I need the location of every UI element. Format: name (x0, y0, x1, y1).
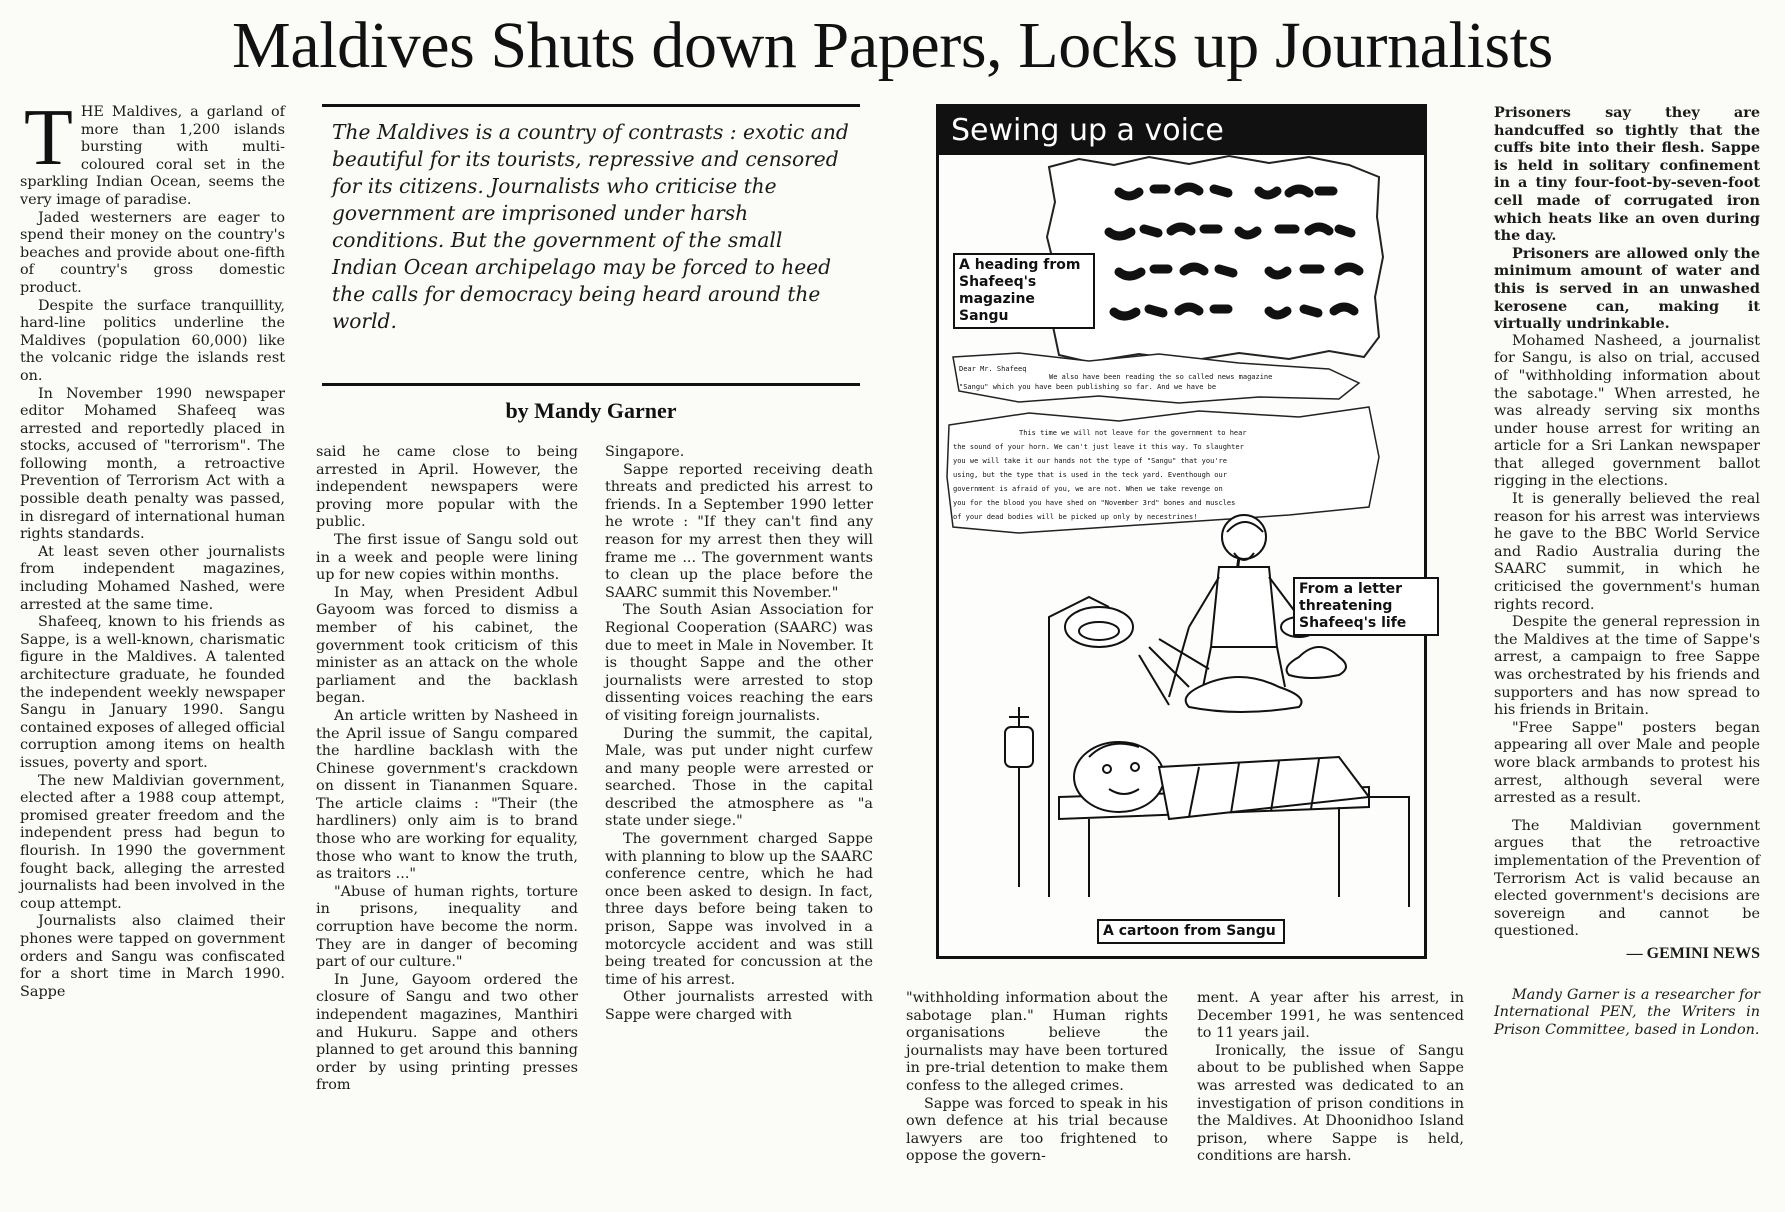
svg-text:government is afraid of you, w: government is afraid of you, we are not. When we take revenge on (953, 485, 1223, 493)
article-column-5 (1197, 990, 1464, 1166)
paragraph: Other journalists arrested with Sappe were charged with (605, 989, 873, 1023)
feature-title: Sewing up a voice (939, 107, 1424, 155)
headline: Maldives Shuts down Papers, Locks up Journalists (232, 9, 1553, 82)
drop-cap: T (24, 94, 73, 182)
paragraph: Shafeeq, known to his friends as Sappe, is a well-known, charismatic figure in the Maldives. A talented architecture graduate, he founded the independent weekly newspaper Sangu in January 1990. Sangu contained exposes of alleged official corruption among items on health issues, poverty and sport. (20, 614, 285, 771)
paragraph: ment. A year after his arrest, in December 1991, he was sentenced to 11 years jail. (1197, 990, 1464, 1042)
paragraph: At least seven other journalists from independent magazines, including Mohamed Nashed, were arrested at the same time. (20, 543, 285, 613)
paragraph: Jaded westerners are eager to spend their money on the country's beaches and provide about one-fifth of country's gross domestic product. (20, 209, 285, 296)
article-column-3 (605, 444, 873, 1025)
paragraph: Despite the general repression in the Maldives at the time of Sappe's arrest, a campaign to free Sappe was orchestrated by his friends and supporters and has now spread to his friends in Britain. (1494, 614, 1760, 719)
paragraph: "Abuse of human rights, torture in prisons, inequality and corruption have become the norm. They are in danger of becoming part of our culture." (316, 883, 578, 971)
letter-line: Dear Mr. Shafeeq (959, 365, 1027, 373)
paragraph: said he came close to being arrested in April. However, the independent newspapers were proving more popular with the public. (316, 444, 578, 531)
paragraph: Singapore. (605, 444, 685, 460)
pull-quote-text: The Maldives is a country of contrasts : exotic and beautiful for its tourists, repressive and censored for its citizens. Journalists who criticise the government are imprisoned under harsh conditions. But the government of the small Indian Ocean archipelago may be forced to heed the calls for democracy being heard around the world. (332, 120, 849, 333)
caption-letter: From a letter threatening Shafeeq's life (1293, 577, 1439, 636)
caption-heading: A heading from Shafeeq's magazine Sangu (953, 253, 1095, 329)
cartoon-operating-table (1005, 515, 1409, 907)
paragraph: The South Asian Association for Regional Cooperation (SAARC) was due to meet in Male in November. It is thought Sappe and the other journalists were arrested to stop dissenting voices reaching the ears of visiting foreign journalists. (605, 602, 873, 724)
paragraph: The Maldivian government argues that the retroactive implementation of the Prevention of Terrorism Act is valid because an elected government's decisions are sovereign and cannot be questioned. (1494, 817, 1760, 940)
paragraph: In November 1990 newspaper editor Mohamed Shafeeq was arrested and reportedly placed in stocks, accused of "terrorism". The following month, a retroactive Prevention of Terrorism Act with a possible death penalty was passed, in disregard of international human rights standards. (20, 385, 285, 543)
svg-text:you we will take it our hands: you we will take it our hands not the type of "Sangu" that you're (953, 457, 1227, 465)
feature-illustrations (939, 107, 1424, 956)
paragraph: In June, Gayoom ordered the closure of Sangu and two other independent magazines, Manthiri and Hukuru. Sappe and others planned to get around this banning order by using printing presses from (316, 971, 578, 1094)
paragraph: Mohamed Nasheed, a journalist for Sangu, is also on trial, accused of "withholding information about the sabotage." When arrested, he was already serving six months under house arrest for writing an article for a Sri Lankan newspaper that alleged government ballot rigging in the elections. (1494, 332, 1760, 490)
sign-off: — GEMINI NEWS (1626, 944, 1760, 962)
svg-text:you for the blood you have she: you for the blood you have shed on "November 3rd" bones and muscles (953, 499, 1236, 507)
letter-line: We also have been reading the so called news magazine (1049, 373, 1273, 381)
paragraph: It is generally believed the real reason for his arrest was interviews he gave to the BBC World Service and Radio Australia during the SAARC summit, in which he criticised the government's human rights record. (1494, 491, 1760, 613)
paragraph: During the summit, the capital, Male, was put under night curfew and many people were arrested or searched. Those in the capital described the atmosphere as "a state under siege." (605, 725, 873, 830)
paragraph: THE Maldives, a garland of more than 1,200 islands bursting with multi-coloured coral set in the sparkling Indian Ocean, seems the very image of paradise. (20, 94, 285, 208)
article-column-1 (20, 94, 285, 1001)
author-note: Mandy Garner is a researcher for International PEN, the Writers in Prison Committee, based in London. (1494, 986, 1760, 1038)
paragraph: In May, when President Adbul Gayoom was forced to dismiss a member of his cabinet, the government took criticism of this minister as an attack on the whole parliament and the backlash began. (316, 584, 578, 707)
paragraph: The first issue of Sangu sold out in a week and people were lining up for new copies within months. (316, 531, 578, 584)
svg-text:of your dead bodies will be pi: of your dead bodies will be picked up only by necestrines! (953, 513, 1198, 521)
byline: by Mandy Garner (505, 398, 677, 423)
article-column-2 (316, 444, 578, 1095)
sidebar-feature-box (936, 104, 1427, 959)
paragraph: "Free Sappe" posters began appearing all over Male and people wore black armbands to protest his arrest, although several were arrested as a result. (1494, 719, 1760, 807)
svg-text:This time we will not leave fo: This time we will not leave for the government to hear (1019, 429, 1247, 437)
letter-line: "Sangu" which you have been publishing so far. And we have be (959, 383, 1217, 391)
paragraph: Ironically, the issue of Sangu about to be published when Sappe was arrested was dedicated to an investigation of prison conditions in the Maldives. At Dhoonidhoo Island prison, where Sappe is held, conditions are harsh. (1197, 1042, 1464, 1165)
pull-quote (322, 104, 860, 386)
caption-cartoon: A cartoon from Sangu (1097, 919, 1285, 944)
paragraph: Prisoners are allowed only the minimum amount of water and this is served in an unwashed kerosene can, making it virtually undrinkable. (1494, 244, 1760, 333)
paragraph: Sappe reported receiving death threats and predicted his arrest to friends. In a September 1990 letter he wrote : "If they can't find any reason for my arrest then they will frame me ... The government wants to clean up the place before the SAARC summit this November." (605, 461, 873, 601)
paragraph: "withholding information about the sabotage plan." Human rights organisations believe the journalists may have been tortured in pre-trial detention to make them confess to the alleged crimes. (906, 990, 1168, 1094)
article-column-4 (906, 990, 1168, 1166)
paragraph: An article written by Nasheed in the April issue of Sangu compared the hardline backlash with the Chinese government's crackdown on dissent in Tiananmen Square. The article claims : "Their (the hardliners) only aim is to brand those who are working for equality, those who want to know the truth, as traitors ..." (316, 707, 578, 883)
paragraph: Despite the surface tranquillity, hard-line politics underline the Maldives (population 60,000) like the volcanic ridge the islands rest on. (20, 297, 285, 384)
article-column-6 (1494, 104, 1760, 1039)
paragraph: Sappe was forced to speak in his own defence at his trial because lawyers are too frightened to oppose the govern- (906, 1095, 1168, 1165)
svg-text:the sound of your horn. We can: the sound of your horn. We can't just leave it this way. To slaughter (953, 443, 1244, 451)
paragraph: The new Maldivian government, elected after a 1988 coup attempt, promised greater freedom and the independent press had begun to flourish. In 1990 the government fought back, alleging the arrested journalists had been involved in the coup attempt. (20, 772, 285, 912)
svg-text:using, but the type that is us: using, but the type that is used in the teck yard. Eventhough our (953, 471, 1227, 479)
paragraph: The government charged Sappe with planning to blow up the SAARC conference centre, which he had once been asked to design. In fact, three days before being taken to prison, Sappe was involved in a motorcycle accident and was still being treated for concussion at the time of his arrest. (605, 831, 873, 988)
paragraph: Prisoners say they are handcuffed so tightly that the cuffs bite into their flesh. Sappe is held in solitary confinement in a tiny four-foot-by-seven-foot cell made of corrugated iron which heats like an oven during the day. (1494, 104, 1760, 245)
paragraph: Journalists also claimed their phones were tapped on government orders and Sangu was confiscated for a short time in March 1990. Sappe (20, 913, 285, 1000)
